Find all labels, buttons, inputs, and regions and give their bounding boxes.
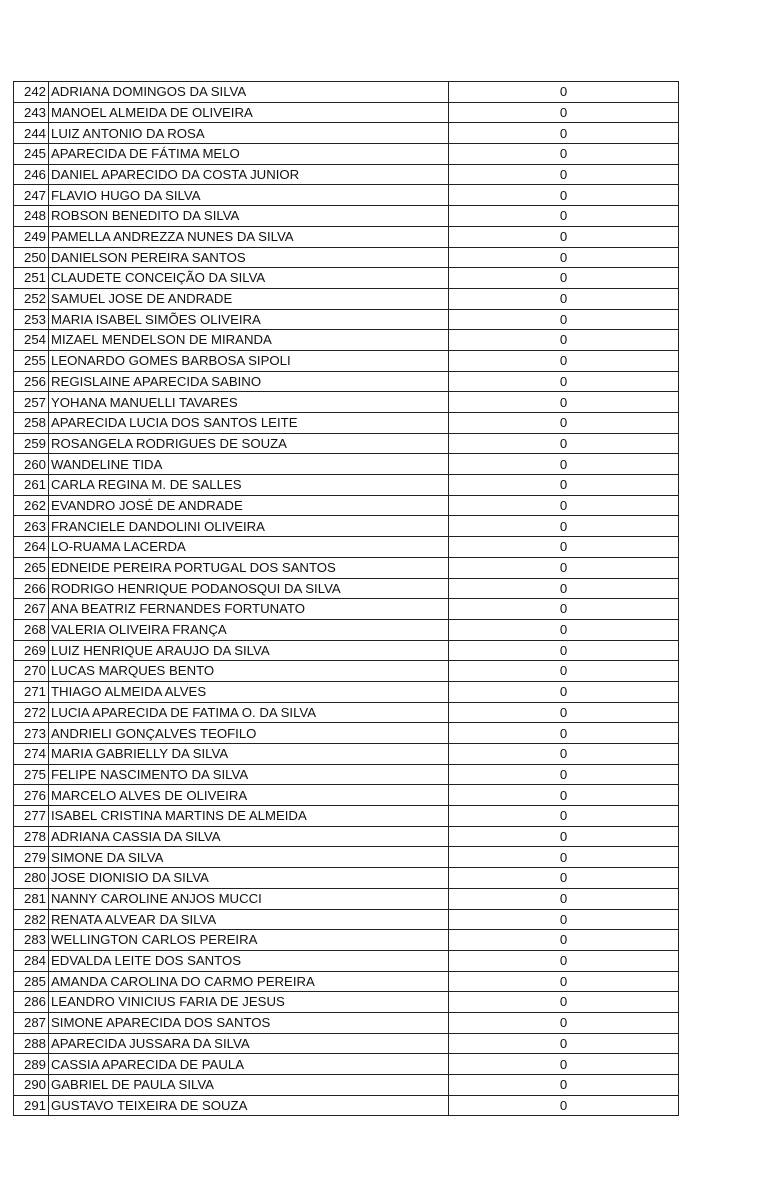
row-number-cell: 253 xyxy=(14,309,49,330)
table-row xyxy=(14,744,679,765)
value-cell: 0 xyxy=(449,619,679,640)
row-number-cell: 247 xyxy=(14,185,49,206)
person-name-cell: THIAGO ALMEIDA ALVES xyxy=(49,681,449,702)
table-row xyxy=(14,288,679,309)
person-name-cell: ROBSON BENEDITO DA SILVA xyxy=(49,206,449,227)
row-number-cell: 284 xyxy=(14,950,49,971)
value-cell: 0 xyxy=(449,1033,679,1054)
table-row xyxy=(14,392,679,413)
row-number-cell: 287 xyxy=(14,1012,49,1033)
person-name-cell: MARCELO ALVES DE OLIVEIRA xyxy=(49,785,449,806)
row-number-cell: 260 xyxy=(14,454,49,475)
person-name-cell: APARECIDA JUSSARA DA SILVA xyxy=(49,1033,449,1054)
value-cell: 0 xyxy=(449,82,679,103)
row-number-cell: 279 xyxy=(14,847,49,868)
person-name-cell: DANIEL APARECIDO DA COSTA JUNIOR xyxy=(49,164,449,185)
person-name-cell: EDVALDA LEITE DOS SANTOS xyxy=(49,950,449,971)
row-number-cell: 272 xyxy=(14,702,49,723)
value-cell: 0 xyxy=(449,1012,679,1033)
row-number-cell: 268 xyxy=(14,619,49,640)
value-cell: 0 xyxy=(449,826,679,847)
row-number-cell: 269 xyxy=(14,640,49,661)
value-cell: 0 xyxy=(449,475,679,496)
person-name-cell: LO-RUAMA LACERDA xyxy=(49,537,449,558)
value-cell: 0 xyxy=(449,599,679,620)
table-row xyxy=(14,495,679,516)
value-cell: 0 xyxy=(449,516,679,537)
value-cell: 0 xyxy=(449,764,679,785)
row-number-cell: 265 xyxy=(14,557,49,578)
table-row xyxy=(14,971,679,992)
person-name-cell: MARIA ISABEL SIMÕES OLIVEIRA xyxy=(49,309,449,330)
value-cell: 0 xyxy=(449,164,679,185)
value-cell: 0 xyxy=(449,330,679,351)
person-name-cell: MANOEL ALMEIDA DE OLIVEIRA xyxy=(49,102,449,123)
row-number-cell: 254 xyxy=(14,330,49,351)
value-cell: 0 xyxy=(449,557,679,578)
table-row xyxy=(14,102,679,123)
value-cell: 0 xyxy=(449,454,679,475)
person-name-cell: LUCIA APARECIDA DE FATIMA O. DA SILVA xyxy=(49,702,449,723)
person-name-cell: LUIZ ANTONIO DA ROSA xyxy=(49,123,449,144)
row-number-cell: 280 xyxy=(14,868,49,889)
table-row xyxy=(14,268,679,289)
table-row xyxy=(14,557,679,578)
value-cell: 0 xyxy=(449,309,679,330)
table-row xyxy=(14,247,679,268)
value-cell: 0 xyxy=(449,537,679,558)
table-row xyxy=(14,764,679,785)
person-name-cell: GABRIEL DE PAULA SILVA xyxy=(49,1075,449,1096)
person-name-cell: EDNEIDE PEREIRA PORTUGAL DOS SANTOS xyxy=(49,557,449,578)
row-number-cell: 248 xyxy=(14,206,49,227)
value-cell: 0 xyxy=(449,371,679,392)
row-number-cell: 251 xyxy=(14,268,49,289)
table-row xyxy=(14,475,679,496)
table-row xyxy=(14,350,679,371)
person-name-cell: MARIA GABRIELLY DA SILVA xyxy=(49,744,449,765)
table-row xyxy=(14,164,679,185)
row-number-cell: 242 xyxy=(14,82,49,103)
table-row xyxy=(14,206,679,227)
row-number-cell: 249 xyxy=(14,226,49,247)
value-cell: 0 xyxy=(449,640,679,661)
table-row xyxy=(14,1075,679,1096)
value-cell: 0 xyxy=(449,785,679,806)
row-number-cell: 245 xyxy=(14,144,49,165)
value-cell: 0 xyxy=(449,185,679,206)
row-number-cell: 261 xyxy=(14,475,49,496)
table-row xyxy=(14,661,679,682)
table-row xyxy=(14,992,679,1013)
value-cell: 0 xyxy=(449,144,679,165)
table-row xyxy=(14,681,679,702)
person-name-cell: EVANDRO JOSÉ DE ANDRADE xyxy=(49,495,449,516)
person-name-cell: ANA BEATRIZ FERNANDES FORTUNATO xyxy=(49,599,449,620)
table-row xyxy=(14,1033,679,1054)
table-row xyxy=(14,1012,679,1033)
row-number-cell: 267 xyxy=(14,599,49,620)
value-cell: 0 xyxy=(449,206,679,227)
value-cell: 0 xyxy=(449,392,679,413)
value-cell: 0 xyxy=(449,578,679,599)
person-name-cell: ISABEL CRISTINA MARTINS DE ALMEIDA xyxy=(49,806,449,827)
results-table xyxy=(13,81,679,1116)
table-row xyxy=(14,950,679,971)
value-cell: 0 xyxy=(449,102,679,123)
value-cell: 0 xyxy=(449,350,679,371)
person-name-cell: ADRIANA DOMINGOS DA SILVA xyxy=(49,82,449,103)
row-number-cell: 273 xyxy=(14,723,49,744)
value-cell: 0 xyxy=(449,1075,679,1096)
row-number-cell: 246 xyxy=(14,164,49,185)
person-name-cell: AMANDA CAROLINA DO CARMO PEREIRA xyxy=(49,971,449,992)
row-number-cell: 255 xyxy=(14,350,49,371)
value-cell: 0 xyxy=(449,433,679,454)
row-number-cell: 285 xyxy=(14,971,49,992)
person-name-cell: VALERIA OLIVEIRA FRANÇA xyxy=(49,619,449,640)
value-cell: 0 xyxy=(449,992,679,1013)
row-number-cell: 276 xyxy=(14,785,49,806)
row-number-cell: 283 xyxy=(14,930,49,951)
table-row xyxy=(14,723,679,744)
row-number-cell: 266 xyxy=(14,578,49,599)
table-row xyxy=(14,516,679,537)
row-number-cell: 290 xyxy=(14,1075,49,1096)
person-name-cell: ADRIANA CASSIA DA SILVA xyxy=(49,826,449,847)
person-name-cell: LUCAS MARQUES BENTO xyxy=(49,661,449,682)
value-cell: 0 xyxy=(449,744,679,765)
row-number-cell: 259 xyxy=(14,433,49,454)
person-name-cell: MIZAEL MENDELSON DE MIRANDA xyxy=(49,330,449,351)
person-name-cell: DANIELSON PEREIRA SANTOS xyxy=(49,247,449,268)
person-name-cell: WELLINGTON CARLOS PEREIRA xyxy=(49,930,449,951)
person-name-cell: CARLA REGINA M. DE SALLES xyxy=(49,475,449,496)
row-number-cell: 258 xyxy=(14,413,49,434)
person-name-cell: WANDELINE TIDA xyxy=(49,454,449,475)
value-cell: 0 xyxy=(449,909,679,930)
person-name-cell: YOHANA MANUELLI TAVARES xyxy=(49,392,449,413)
value-cell: 0 xyxy=(449,226,679,247)
table-row xyxy=(14,226,679,247)
table-row xyxy=(14,123,679,144)
table-row xyxy=(14,909,679,930)
row-number-cell: 282 xyxy=(14,909,49,930)
table-row xyxy=(14,330,679,351)
table-row xyxy=(14,702,679,723)
table-row xyxy=(14,537,679,558)
table-row xyxy=(14,144,679,165)
table-row xyxy=(14,888,679,909)
row-number-cell: 271 xyxy=(14,681,49,702)
person-name-cell: NANNY CAROLINE ANJOS MUCCI xyxy=(49,888,449,909)
person-name-cell: RODRIGO HENRIQUE PODANOSQUI DA SILVA xyxy=(49,578,449,599)
value-cell: 0 xyxy=(449,806,679,827)
value-cell: 0 xyxy=(449,1054,679,1075)
table-row xyxy=(14,868,679,889)
value-cell: 0 xyxy=(449,413,679,434)
table-row xyxy=(14,185,679,206)
row-number-cell: 243 xyxy=(14,102,49,123)
person-name-cell: LUIZ HENRIQUE ARAUJO DA SILVA xyxy=(49,640,449,661)
row-number-cell: 277 xyxy=(14,806,49,827)
person-name-cell: FLAVIO HUGO DA SILVA xyxy=(49,185,449,206)
person-name-cell: FELIPE NASCIMENTO DA SILVA xyxy=(49,764,449,785)
table-row xyxy=(14,1054,679,1075)
value-cell: 0 xyxy=(449,661,679,682)
row-number-cell: 288 xyxy=(14,1033,49,1054)
person-name-cell: LEANDRO VINICIUS FARIA DE JESUS xyxy=(49,992,449,1013)
person-name-cell: FRANCIELE DANDOLINI OLIVEIRA xyxy=(49,516,449,537)
person-name-cell: ROSANGELA RODRIGUES DE SOUZA xyxy=(49,433,449,454)
table-body xyxy=(14,82,679,1116)
person-name-cell: SAMUEL JOSE DE ANDRADE xyxy=(49,288,449,309)
table-row xyxy=(14,640,679,661)
table-row xyxy=(14,785,679,806)
table-row xyxy=(14,82,679,103)
person-name-cell: ANDRIELI GONÇALVES TEOFILO xyxy=(49,723,449,744)
value-cell: 0 xyxy=(449,702,679,723)
row-number-cell: 291 xyxy=(14,1095,49,1116)
row-number-cell: 250 xyxy=(14,247,49,268)
person-name-cell: LEONARDO GOMES BARBOSA SIPOLI xyxy=(49,350,449,371)
table-row xyxy=(14,309,679,330)
value-cell: 0 xyxy=(449,247,679,268)
table-row xyxy=(14,619,679,640)
value-cell: 0 xyxy=(449,930,679,951)
table-row xyxy=(14,1095,679,1116)
table-row xyxy=(14,433,679,454)
person-name-cell: CASSIA APARECIDA DE PAULA xyxy=(49,1054,449,1075)
table-row xyxy=(14,847,679,868)
table-row xyxy=(14,599,679,620)
value-cell: 0 xyxy=(449,971,679,992)
table-row xyxy=(14,578,679,599)
value-cell: 0 xyxy=(449,288,679,309)
value-cell: 0 xyxy=(449,950,679,971)
person-name-cell: GUSTAVO TEIXEIRA DE SOUZA xyxy=(49,1095,449,1116)
table-row xyxy=(14,371,679,392)
value-cell: 0 xyxy=(449,495,679,516)
table-row xyxy=(14,454,679,475)
row-number-cell: 252 xyxy=(14,288,49,309)
value-cell: 0 xyxy=(449,681,679,702)
row-number-cell: 270 xyxy=(14,661,49,682)
row-number-cell: 257 xyxy=(14,392,49,413)
row-number-cell: 286 xyxy=(14,992,49,1013)
person-name-cell: JOSE DIONISIO DA SILVA xyxy=(49,868,449,889)
document-table-container xyxy=(13,81,679,1116)
person-name-cell: APARECIDA DE FÁTIMA MELO xyxy=(49,144,449,165)
row-number-cell: 275 xyxy=(14,764,49,785)
row-number-cell: 289 xyxy=(14,1054,49,1075)
row-number-cell: 264 xyxy=(14,537,49,558)
person-name-cell: PAMELLA ANDREZZA NUNES DA SILVA xyxy=(49,226,449,247)
value-cell: 0 xyxy=(449,1095,679,1116)
row-number-cell: 262 xyxy=(14,495,49,516)
person-name-cell: SIMONE APARECIDA DOS SANTOS xyxy=(49,1012,449,1033)
value-cell: 0 xyxy=(449,123,679,144)
table-row xyxy=(14,806,679,827)
row-number-cell: 244 xyxy=(14,123,49,144)
row-number-cell: 256 xyxy=(14,371,49,392)
row-number-cell: 263 xyxy=(14,516,49,537)
table-row xyxy=(14,826,679,847)
person-name-cell: CLAUDETE CONCEIÇÃO DA SILVA xyxy=(49,268,449,289)
table-row xyxy=(14,930,679,951)
value-cell: 0 xyxy=(449,888,679,909)
row-number-cell: 274 xyxy=(14,744,49,765)
person-name-cell: RENATA ALVEAR DA SILVA xyxy=(49,909,449,930)
row-number-cell: 281 xyxy=(14,888,49,909)
value-cell: 0 xyxy=(449,868,679,889)
person-name-cell: APARECIDA LUCIA DOS SANTOS LEITE xyxy=(49,413,449,434)
value-cell: 0 xyxy=(449,723,679,744)
value-cell: 0 xyxy=(449,268,679,289)
table-row xyxy=(14,413,679,434)
row-number-cell: 278 xyxy=(14,826,49,847)
value-cell: 0 xyxy=(449,847,679,868)
person-name-cell: REGISLAINE APARECIDA SABINO xyxy=(49,371,449,392)
person-name-cell: SIMONE DA SILVA xyxy=(49,847,449,868)
